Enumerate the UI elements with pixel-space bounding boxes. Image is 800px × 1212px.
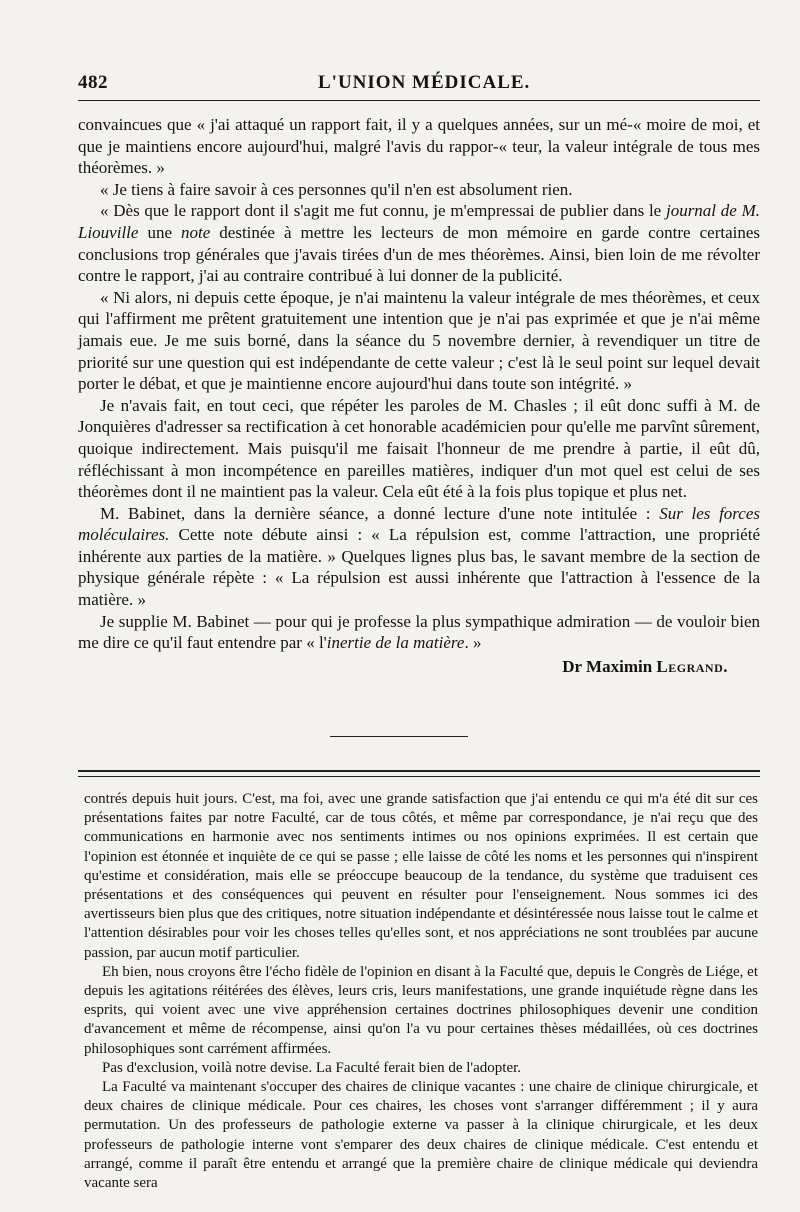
section-divider xyxy=(330,736,468,737)
signature-surname: Legrand. xyxy=(656,656,728,676)
paragraph-quote-publication xyxy=(78,200,760,286)
paragraph-supplication xyxy=(78,611,760,654)
signature-prefix: Dr Maximin xyxy=(562,656,657,676)
feuilleton-rule xyxy=(78,770,760,772)
running-title: L'UNION MÉDICALE. xyxy=(318,72,531,93)
page-header xyxy=(78,68,760,100)
inertia-term: inertie de la matière xyxy=(326,633,465,653)
text-run: . » xyxy=(464,633,482,653)
paragraph-babinet xyxy=(78,503,760,611)
feuilleton-paragraph: La Faculté va maintenant s'occuper des chaires de clinique vacantes : une chaire de clinique chirurgicale, et deux chaires de clinique médicale. Pour ces chaires, les choses vont s'arranger différemment ; il y aura permutation. Un des professeurs de pathologie externe va passer à la clinique chirurgicale, et les deux professeurs de pathologie interne vont s'emparer des deux chaires de clinique médicale. C'est entendu et arrangé, comme il paraît être entendu et arrangé que la première chaire de clinique médicale qui deviendra vacante sera xyxy=(84,1079,758,1192)
paragraph-chasles: Je n'avais fait, en tout ceci, que répéter les paroles de M. Chasles ; il eût donc suffi à M. de Jonquières d'adresser sa rectification à cet honorable académicien pour qu'elle me parvînt sûrement, quoique indirectement. Mais puisqu'il me faisait l'honneur de me prendre à partie, il eût dû, réfléchissant à mon incompétence en pareilles matières, indiquer d'un mot quel est celui de ses théorèmes dont il ne maintient pas la valeur. Cela eût été à la fois plus topique et plus net. xyxy=(78,395,760,502)
author-signature xyxy=(78,656,760,678)
page-number: 482 xyxy=(78,72,108,93)
text-run: « Dès que le rapport dont il s'agit me fut connu, je m'empressai de publier dans le xyxy=(100,201,666,221)
paragraph-quote-intro: convaincues que « j'ai attaqué un rapport fait, il y a quelques années, sur un mé-« moire de moi, et que je maintiens encore aujourd'hui, malgré l'avis du rappor-« teur, la valeur intégrale de tous mes théorèmes. » xyxy=(78,115,760,178)
journal-title: journal de M. Liouville xyxy=(78,201,760,242)
article-body xyxy=(78,114,760,677)
header-rule xyxy=(78,100,760,101)
feuilleton-body xyxy=(84,790,758,1193)
feuilleton-paragraph: Eh bien, nous croyons être l'écho fidèle de l'opinion en disant à la Faculté que, depuis le Congrès de Liége, et depuis les agitations réitérées des élèves, leurs cris, leurs manifestations, une grande inquiétude règne dans les esprits, qui voient avec une vive appréhension certaines doctrines philosophiques devenir une condition d'avancement et même de récompense, ainsi qu'on l'a vu pour certaines thèses médaillées, où ces doctrines philosophiques sont carrément affirmées. xyxy=(84,963,758,1057)
feuilleton-rule-thin xyxy=(78,776,760,777)
text-run: M. Babinet, dans la dernière séance, a donné lecture d'une note intitulée : xyxy=(100,503,660,523)
text-run: destinée à mettre les lecteurs de mon mémoire en garde contre certaines conclusions trop générales que j'avais tirées d'un de mes théorèmes. Ainsi, bien loin de me révolter contre le rapport, j'ai au contraire contribué à lui donner de la publicité. xyxy=(78,222,761,286)
paragraph-quote-theorems: « Ni alors, ni depuis cette époque, je n'ai maintenu la valeur intégrale de mes théorèmes, et ceux qui l'affirment me prêtent gratuitement une intention que je n'ai pas exprimée et que je n'ai même jamais eue. Je me suis borné, dans la séance du 5 novembre dernier, à revendiquer un titre de priorité sur une question qui est indépendante de cette valeur ; c'est là le seul point sur lequel devait porter le débat, et que je maintienne encore aujourd'hui dans toute son intégrité. » xyxy=(78,287,760,394)
paragraph-quote-denial: « Je tiens à faire savoir à ces personnes qu'il n'en est absolument rien. xyxy=(100,179,573,199)
feuilleton-paragraph: Pas d'exclusion, voilà notre devise. La Faculté ferait bien de l'adopter. xyxy=(102,1059,522,1076)
note-word: note xyxy=(181,222,211,242)
text-run: Cette note débute ainsi : « La répulsion est, comme l'attraction, une propriété inhérente aux parties de la matière. » Quelques lignes plus bas, le savant membre de la section de physique générale répète : « La répulsion est aussi inhérente que l'attraction à l'essence de la matière. » xyxy=(78,525,760,610)
text-run: Je supplie M. Babinet — pour qui je professe la plus sympathique admiration — de vouloir bien me dire ce qu'il faut entendre par « l' xyxy=(78,611,760,653)
note-title: Sur les forces moléculaires. xyxy=(78,503,760,545)
feuilleton-paragraph: contrés depuis huit jours. C'est, ma foi, avec une grande satisfaction que j'ai entendu ce qui m'a été dit sur ces présentations faites par notre Faculté, car de tous côtés, et même par correspondance, je n'ai reçu que des communications en harmonie avec nos sentiments intimes ou nos opinions exprimées. Il est certain que l'opinion est étonnée et inquiète de ce qui se passe ; elle laisse de côté les noms et les personnes qui n'inspirent qu'estime et considération, mais elle se préoccupe beaucoup de la tendance, du système que traduisent ces présentations et des conséquences qui peuvent en résulter pour l'enseignement. Nous sommes ici des avertisseurs bien plus que des critiques, notre situation indépendante et désintéressée nous laisse tout le calme et l'attention désirables pour voir les choses telles qu'elles sont, et nos appréciations ne sont troublées par aucune passion, par aucun motif particulier. xyxy=(84,791,758,961)
text-run: une xyxy=(138,222,181,242)
